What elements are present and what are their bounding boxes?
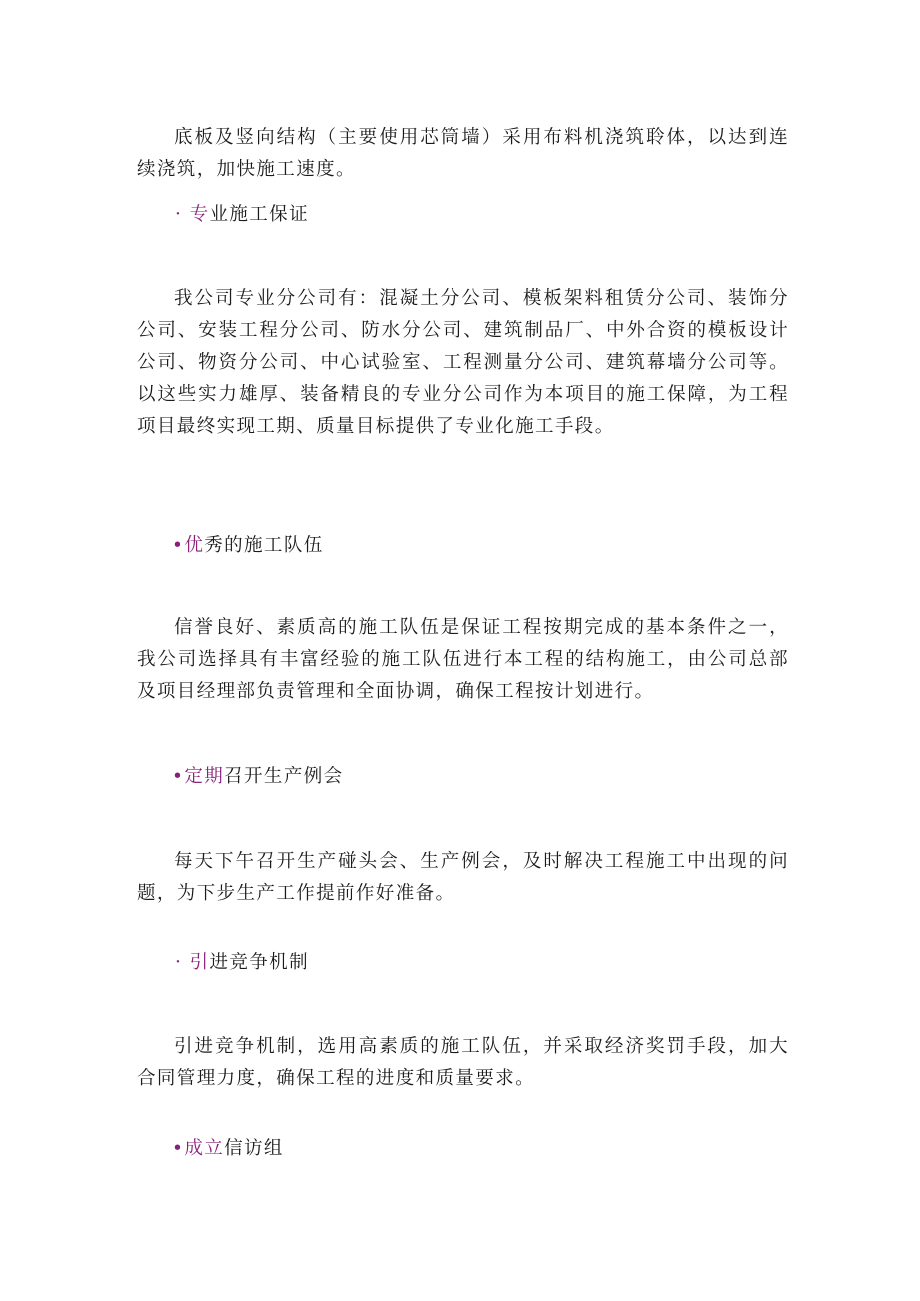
paragraph-concrete-pouring: 底板及竖向结构（主要使用芯筒墙）采用布料机浇筑聆体，以达到连续浇筑，加快施工速度。	[137, 127, 789, 180]
heading-construction-team	[172, 534, 324, 558]
heading-accent-text: 优	[184, 535, 205, 556]
paragraph-competition: 引进竞争机制，选用高素质的施工队伍，并采取经济奖罚手段，加大合同管理力度，确保工程的进度和质量要求。	[137, 1036, 789, 1089]
heading-accent-text: 成立	[184, 1138, 225, 1159]
paragraph-daily-meeting: 每天下午召开生产碰头会、生产例会，及时解决工程施工中出现的问题，为下步生产工作提前作好准备。	[137, 851, 789, 904]
heading-text: 进竞争机制	[209, 952, 309, 973]
paragraph-subsidiaries: 我公司专业分公司有：混凝土分公司、模板架料租赁分公司、装饰分公司、安装工程分公司、防水分公司、建筑制品厂、中外合资的模板设计公司、物资分公司、中心试验室、工程测量分公司、建筑幕墙分公司等。以这些实力雄厚、装备精良的专业分公司作为本项目的施工保障，为工程项目最终实现工期、质量目标提供了专业化施工手段。	[137, 288, 789, 437]
heading-accent-text: 引	[189, 952, 210, 973]
heading-production-meeting	[172, 765, 344, 789]
heading-text: 秀的施工队伍	[204, 535, 324, 556]
heading-petition-group	[172, 1137, 284, 1161]
heading-professional-guarantee	[175, 203, 309, 227]
heading-text: 业施工保证	[209, 204, 309, 225]
bullet-marker: •	[172, 1138, 185, 1159]
heading-text: 召开生产例会	[224, 766, 344, 787]
bullet-marker: ·	[175, 204, 183, 225]
paragraph-team-quality: 信誉良好、素质高的施工队伍是保证工程按期完成的基本条件之一，我公司选择具有丰富经验的施工队伍进行本工程的结构施工，由公司总部及项目经理部负责管理和全面协调，确保工程按计划进行。	[137, 617, 789, 702]
heading-competition-mechanism	[175, 951, 309, 975]
heading-accent-text: 专	[189, 204, 210, 225]
heading-text: 信访组	[224, 1138, 284, 1159]
bullet-marker: ·	[175, 952, 183, 973]
bullet-marker: •	[172, 535, 185, 556]
bullet-marker: •	[172, 766, 185, 787]
heading-accent-text: 定期	[184, 766, 225, 787]
